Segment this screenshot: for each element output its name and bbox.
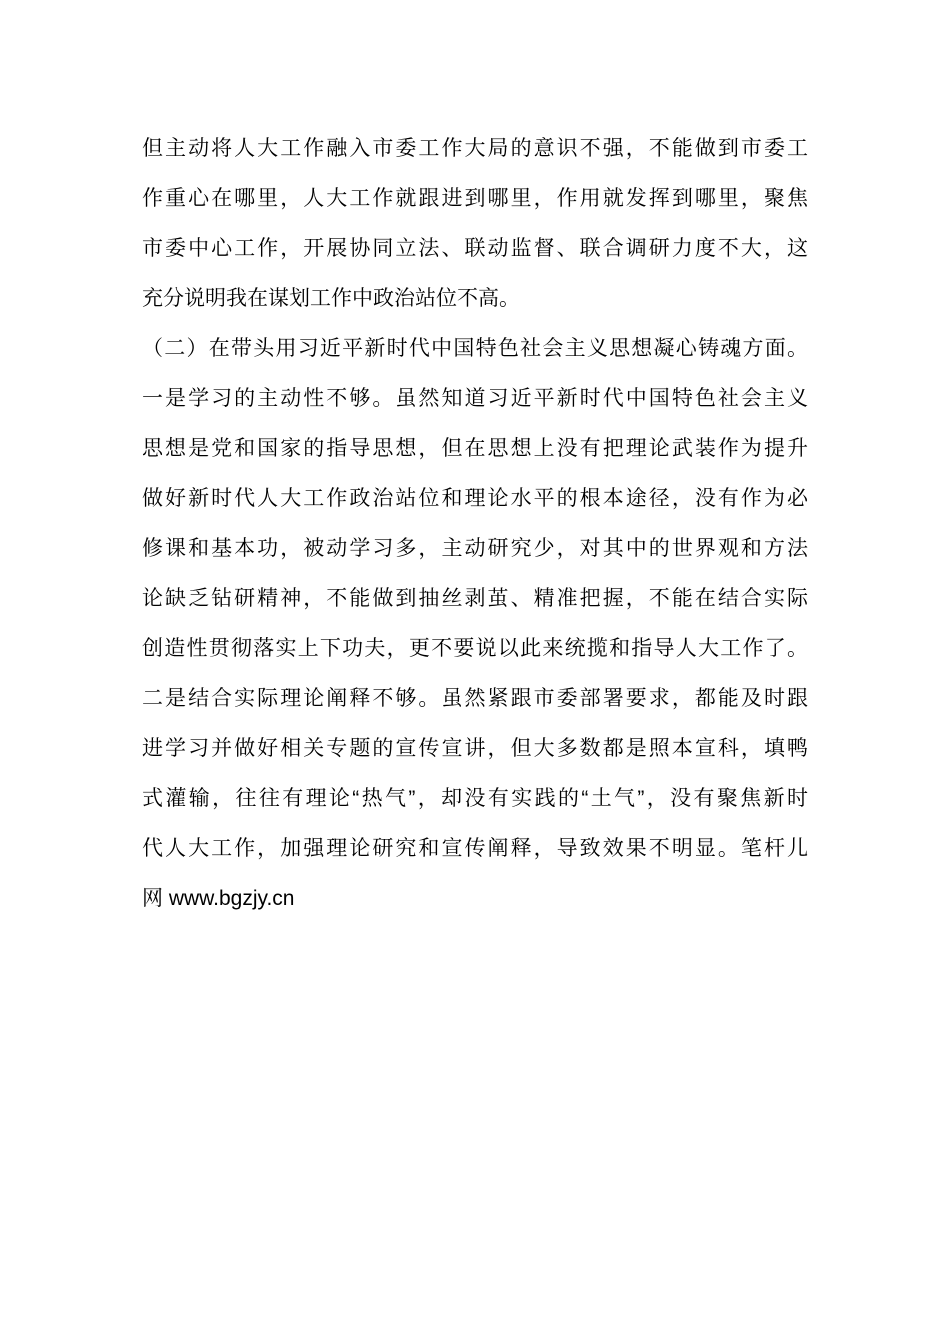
document-text-block <box>142 124 808 924</box>
text-line: 二是结合实际理论阐释不够。虽然紧跟市委部署要求，都能及时跟 <box>142 687 808 710</box>
text-line: 市委中心工作，开展协同立法、联动监督、联合调研力度不大，这 <box>142 237 808 260</box>
site-credit-line: 网 www.bgzjy.cn <box>142 887 295 910</box>
text-line: 一是学习的主动性不够。虽然知道习近平新时代中国特色社会主义 <box>142 387 808 410</box>
text-line: 做好新时代人大工作政治站位和理论水平的根本途径，没有作为必 <box>142 487 808 510</box>
text-line: 创造性贯彻落实上下功夫，更不要说以此来统揽和指导人大工作了。 <box>142 637 808 660</box>
text-line: 作重心在哪里，人大工作就跟进到哪里，作用就发挥到哪里，聚焦 <box>142 187 808 210</box>
text-line: 论缺乏钻研精神，不能做到抽丝剥茧、精准把握，不能在结合实际 <box>142 587 808 610</box>
text-line: 充分说明我在谋划工作中政治站位不高。 <box>142 287 520 310</box>
text-line: （二）在带头用习近平新时代中国特色社会主义思想凝心铸魂方面。 <box>142 337 808 360</box>
text-line: 代人大工作，加强理论研究和宣传阐释，导致效果不明显。笔杆儿 <box>142 837 808 860</box>
text-line: 但主动将人大工作融入市委工作大局的意识不强，不能做到市委工 <box>142 137 808 160</box>
text-line: 修课和基本功，被动学习多，主动研究少，对其中的世界观和方法 <box>142 537 808 560</box>
text-line: 式灌输，往往有理论“热气”，却没有实践的“土气”，没有聚焦新时 <box>142 787 808 810</box>
text-line: 思想是党和国家的指导思想，但在思想上没有把理论武装作为提升 <box>142 437 808 460</box>
text-line: 进学习并做好相关专题的宣传宣讲，但大多数都是照本宣科，填鸭 <box>142 737 808 760</box>
